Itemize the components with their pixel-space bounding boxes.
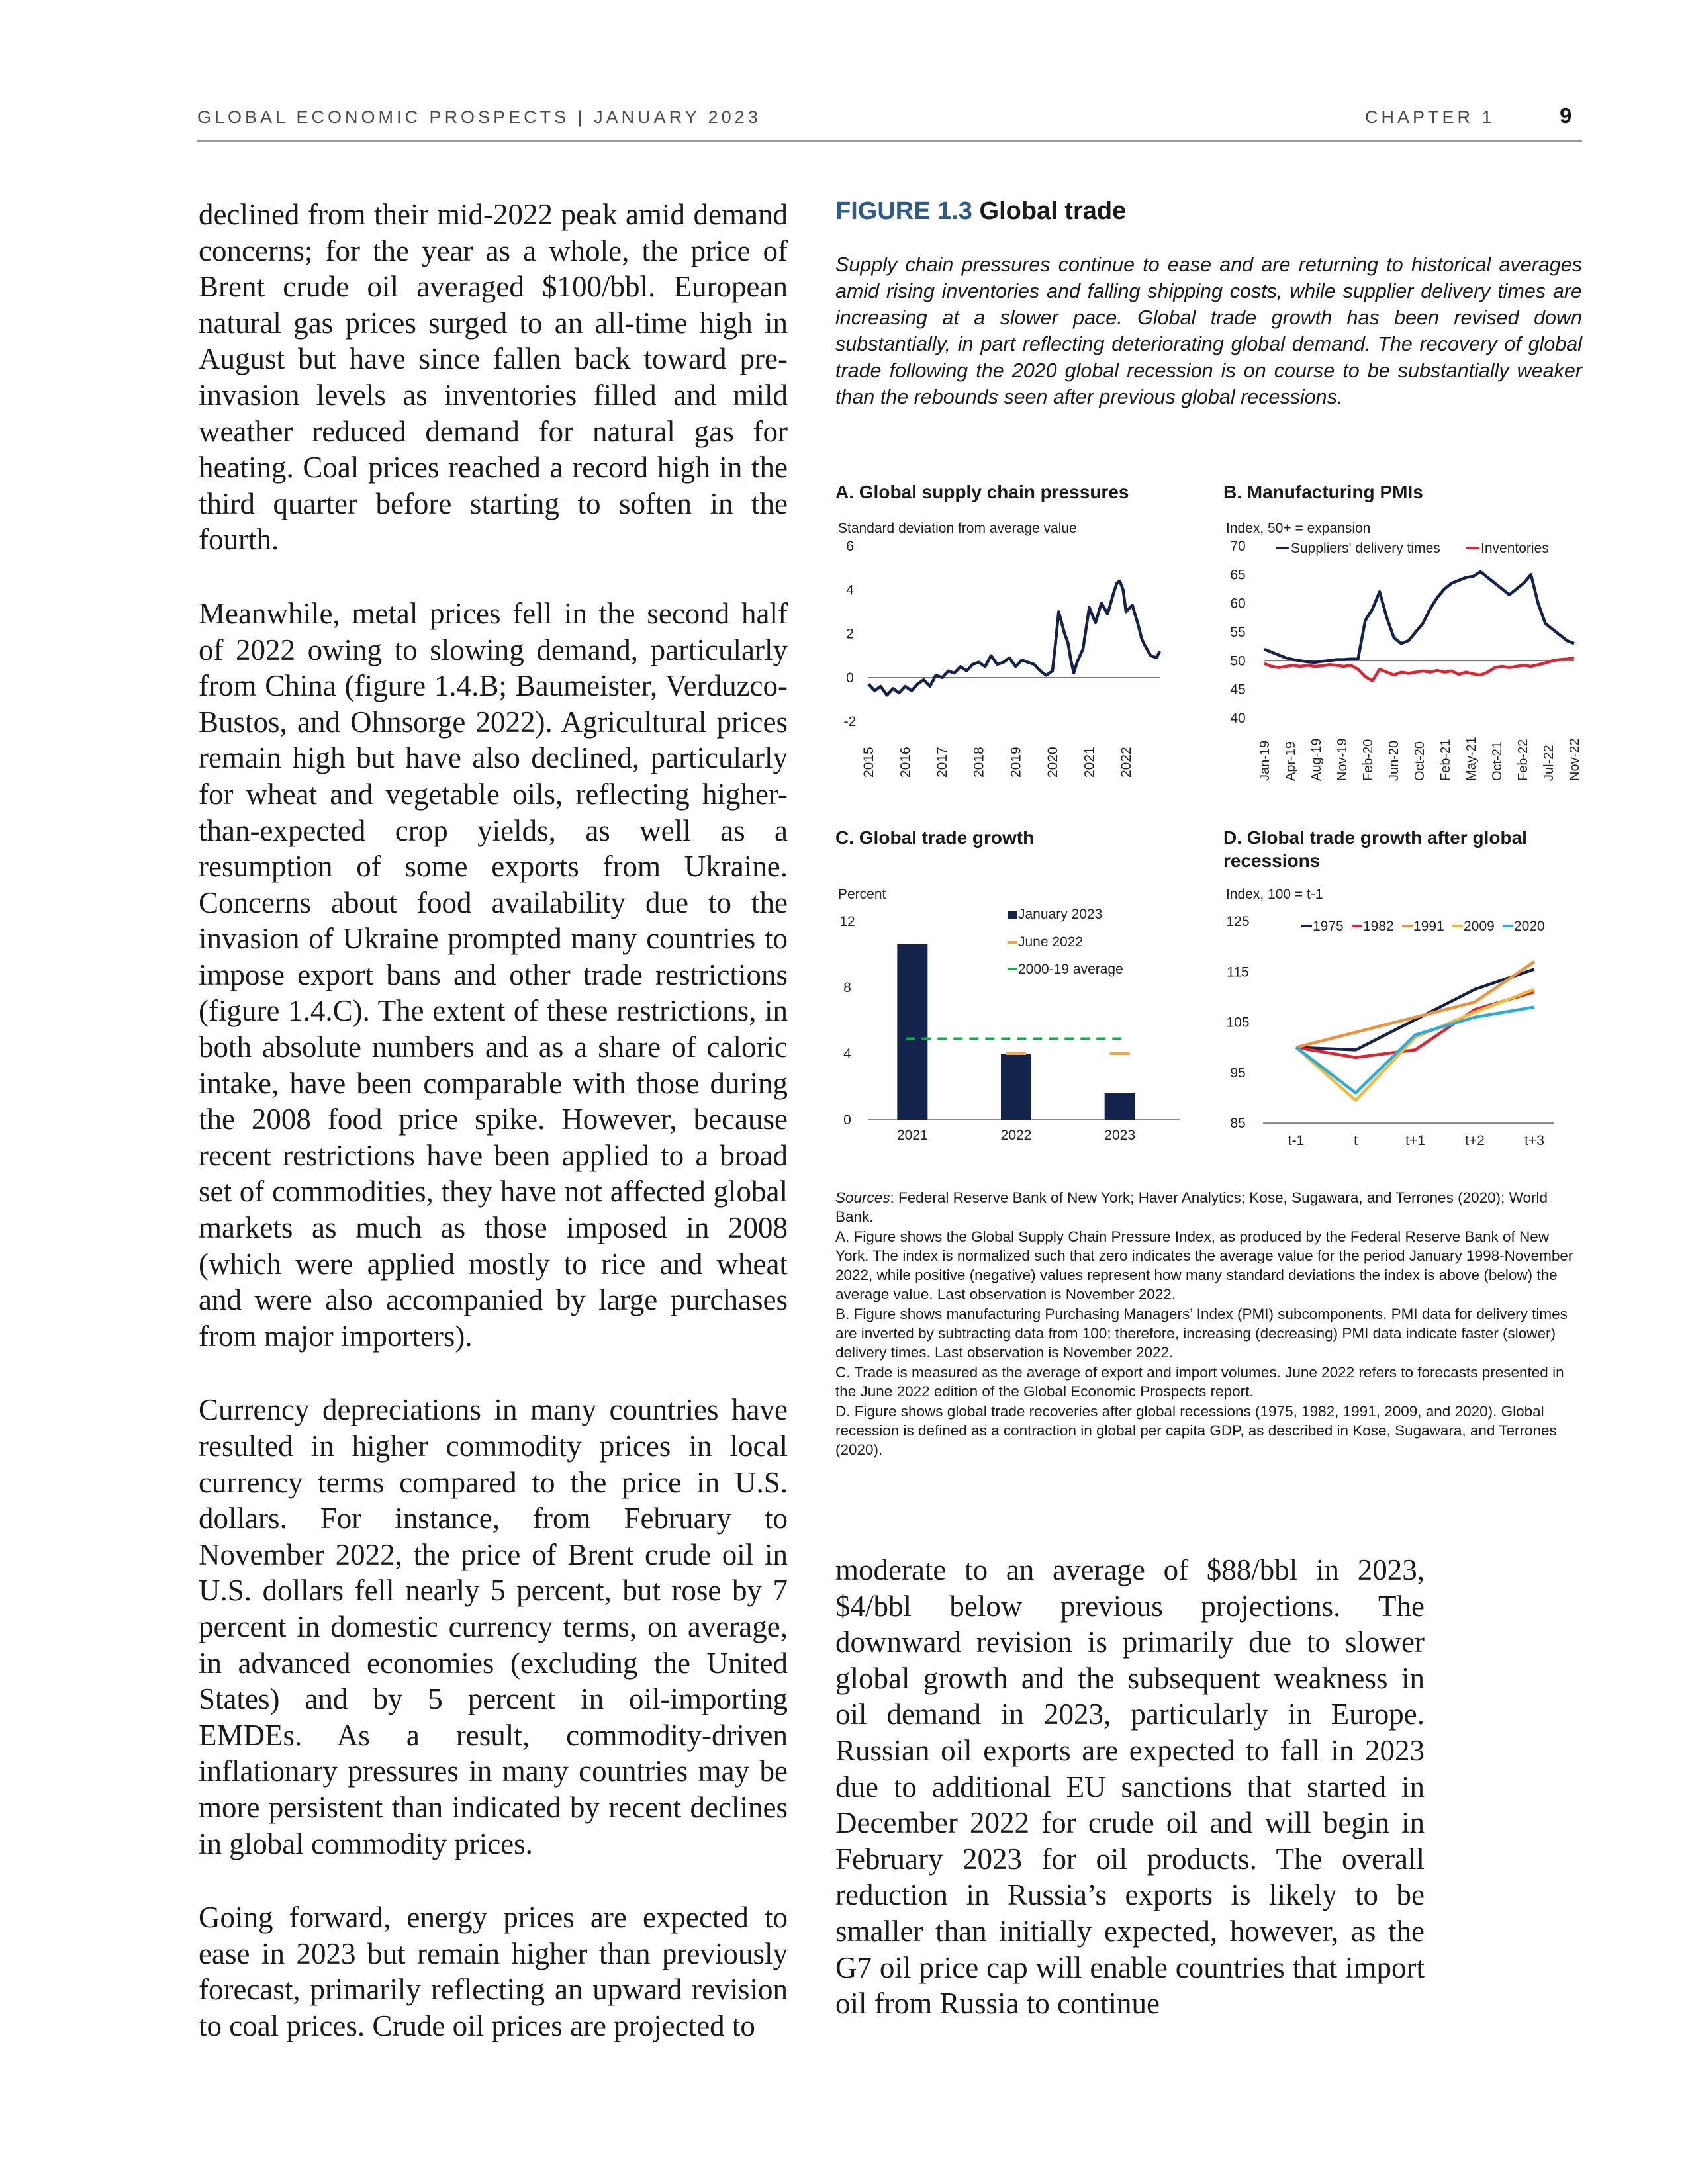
legend-label: Suppliers' delivery times	[1291, 541, 1440, 556]
x-tick-label: Jun-20	[1387, 740, 1401, 781]
legend-label: 1982	[1363, 919, 1394, 934]
y-tick-label: 85	[1230, 1116, 1246, 1131]
legend-label: 2020	[1514, 919, 1545, 934]
series-line	[1264, 572, 1574, 662]
y-tick-label: 105	[1226, 1015, 1250, 1030]
y-tick-label: 2	[846, 626, 854, 642]
bar	[897, 944, 927, 1120]
x-tick-label: t+3	[1524, 1133, 1544, 1148]
bar	[1105, 1093, 1135, 1120]
header-rule	[197, 140, 1582, 142]
y-tick-label: 6	[846, 539, 854, 554]
legend-swatch	[1008, 911, 1017, 919]
x-tick-label: 2021	[1082, 747, 1098, 778]
x-tick-label: 2022	[1000, 1128, 1032, 1143]
paragraph: moderate to an average of $88/bbl in 2023, $4/bbl below previous projections. The downward revision is primarily due to slower global growth and the subsequent weakness in oil demand in 2023, particularly in Europe. Russian oil exports are expected to fall in 2023 due to additional EU sanctions that started in December 2022 for crude oil and will begin in February 2023 for oil products. The overall reduction in Russia’s exports is likely to be smaller than initially expected, however, as the G7 oil price cap will enable countries that import oil from Russia to continue	[835, 1553, 1425, 2021]
y-axis-label: Standard deviation from average value	[838, 521, 1077, 536]
x-tick-label: Jan-19	[1258, 740, 1272, 781]
x-tick-label: 2016	[898, 747, 914, 778]
x-tick-label: Feb-22	[1516, 739, 1530, 781]
figure-number: FIGURE 1.3	[835, 197, 972, 225]
note-c: C. Trade is measured as the average of export and import volumes. June 2022 refers to forecasts presented in the June 2022 edition of the Global Economic Prospects report.	[835, 1364, 1564, 1400]
legend-label: 2000-19 average	[1018, 962, 1123, 977]
figure-name: Global trade	[979, 197, 1127, 225]
panel-d-chart	[1223, 875, 1584, 1153]
y-tick-label: 40	[1230, 711, 1246, 726]
left-column	[199, 197, 788, 2044]
y-tick-label: 8	[843, 980, 851, 995]
y-tick-label: 4	[843, 1046, 851, 1062]
y-tick-label: 0	[843, 1113, 851, 1128]
paragraph: Currency depreciations in many countries have resulted in higher commodity prices in local currency terms compared to the price in U.S. dollars. For instance, from February to November 2022, the price of Brent crude oil in U.S. dollars fell nearly 5 percent, but rose by 7 percent in domestic currency terms, on average, in advanced economies (excluding the United States) and by 5 percent in oil-importing EMDEs. As a result, commodity-driven inflationary pressures in many countries may be more persistent than indicated by recent declines in global commodity prices.	[199, 1393, 788, 1860]
figure-notes	[835, 1188, 1582, 1460]
y-tick-label: 50	[1230, 653, 1246, 669]
x-tick-label: 2023	[1104, 1128, 1136, 1143]
panel-c-chart	[835, 875, 1206, 1153]
y-tick-label: 12	[839, 914, 855, 929]
y-tick-label: 125	[1226, 914, 1250, 929]
legend-label: 1991	[1413, 919, 1444, 934]
y-axis-label: Index, 100 = t-1	[1226, 887, 1323, 902]
x-tick-label: Aug-19	[1309, 738, 1324, 781]
paragraph: Going forward, energy prices are expected to ease in 2023 but remain higher than previously forecast, primarily reflecting an upward revision to coal prices. Crude oil prices are projected to	[199, 1901, 788, 2042]
y-tick-label: 45	[1230, 682, 1246, 698]
x-tick-label: t	[1354, 1133, 1358, 1148]
x-tick-label: t-1	[1288, 1133, 1305, 1148]
y-tick-label: -2	[843, 714, 857, 729]
y-tick-label: 4	[846, 582, 854, 598]
panel-c-title: C. Global trade growth	[835, 827, 1035, 848]
legend-label: June 2022	[1018, 934, 1084, 950]
y-tick-label: 70	[1230, 539, 1246, 554]
note-a: A. Figure shows the Global Supply Chain Pressure Index, as produced by the Federal Reserve Bank of New York. The index is normalized such that zero indicates the average value for the period January 1998-November 2022, while positive (negative) values represent how many standard deviations the index is above (below) the average value. Last observation is November 2022.	[835, 1228, 1573, 1302]
x-tick-label: 2020	[1045, 747, 1060, 778]
y-tick-label: 95	[1230, 1065, 1246, 1081]
figure-subtitle: Supply chain pressures continue to ease and are returning to historical averages amid rising inventories and falling shipping costs, while supplier delivery times are increasing at a slower pace. Global trade growth has been revised down substantially, in part reflecting deteriorating global demand. The recovery of global trade following the 2020 global recession is on course to be substantially weaker than the rebounds seen after previous global recessions.	[835, 253, 1582, 408]
paragraph: declined from their mid-2022 peak amid demand concerns; for the year as a whole, the price of Brent crude oil averaged $100/bbl. European natural gas prices surged to an all-time high in August but have since fallen back toward pre-invasion levels as inventories filled and mild weather reduced demand for natural gas for heating. Coal prices reached a record high in the third quarter before starting to soften in the fourth.	[199, 198, 788, 557]
panel-a-chart	[835, 516, 1206, 794]
x-tick-label: Nov-22	[1568, 738, 1582, 781]
y-axis-label: Percent	[838, 887, 886, 902]
x-tick-label: 2018	[971, 747, 987, 778]
sources-label: Sources	[835, 1189, 890, 1206]
page-number: 9	[1560, 103, 1572, 128]
right-column	[835, 1552, 1425, 2022]
panel-d-title: D. Global trade growth after global recessions	[1223, 827, 1527, 871]
sources-note	[835, 1188, 1582, 1226]
y-tick-label: 115	[1227, 964, 1249, 980]
series-line	[1296, 989, 1534, 1101]
legend-label: 2009	[1464, 919, 1495, 934]
x-tick-label: Apr-19	[1284, 741, 1298, 781]
x-tick-label: t+2	[1465, 1133, 1485, 1148]
legend-label: Inventories	[1481, 541, 1549, 556]
x-tick-label: Oct-20	[1413, 741, 1427, 781]
y-tick-label: 0	[846, 670, 854, 686]
x-tick-label: Feb-21	[1438, 739, 1453, 781]
y-axis-label: Index, 50+ = expansion	[1226, 521, 1371, 536]
y-tick-label: 60	[1230, 596, 1246, 612]
running-header: GLOBAL ECONOMIC PROSPECTS | JANUARY 2023	[197, 107, 761, 127]
figure-title	[835, 197, 1126, 226]
note-d: D. Figure shows global trade recoveries after global recessions (1975, 1982, 1991, 2009, and 2020). Global recession is defined as a contraction in global per capita GDP, as described in Kose, Sugawara, and Terrones (2020).	[835, 1403, 1557, 1458]
sources-text: : Federal Reserve Bank of New York; Haver Analytics; Kose, Sugawara, and Terrones (2020); World Bank.	[835, 1189, 1548, 1225]
x-tick-label: Oct-21	[1490, 741, 1505, 781]
legend-label: 1975	[1313, 919, 1344, 934]
x-tick-label: 2021	[896, 1128, 928, 1143]
legend-label: January 2023	[1018, 907, 1103, 922]
y-tick-label: 55	[1230, 625, 1246, 640]
panel-b-chart	[1223, 516, 1584, 794]
note-b: B. Figure shows manufacturing Purchasing Managers’ Index (PMI) subcomponents. PMI data for delivery times are inverted by subtracting data from 100; therefore, increasing (decreasing) PMI data indicate faster (slower) delivery times. Last observation is November 2022.	[835, 1306, 1568, 1361]
x-tick-label: 2022	[1119, 747, 1135, 778]
x-tick-label: May-21	[1464, 737, 1479, 781]
x-tick-label: t+1	[1405, 1133, 1425, 1148]
panel-a-title: A. Global supply chain pressures	[835, 482, 1129, 502]
x-tick-label: Feb-20	[1361, 739, 1376, 781]
chapter-label: CHAPTER 1	[1365, 107, 1495, 127]
x-tick-label: 2019	[1008, 747, 1024, 778]
x-tick-label: 2015	[861, 747, 876, 778]
bar	[1001, 1054, 1031, 1120]
x-tick-label: Nov-19	[1335, 738, 1350, 781]
y-tick-label: 65	[1230, 567, 1246, 583]
paragraph: Meanwhile, metal prices fell in the second half of 2022 owing to slowing demand, particularly from China (figure 1.4.B; Baumeister, Verduzco-Bustos, and Ohnsorge 2022). Agricultural prices remain high but have also declined, particularly for wheat and vegetable oils, reflecting higher-than-expected crop yields, as well as a resumption of some exports from Ukraine. Concerns about food availability due to the invasion of Ukraine prompted many countries to impose export bans and other trade restrictions (figure 1.4.C). The extent of these restrictions, in both absolute numbers and as a share of caloric intake, have been comparable with those during the 2008 food price spike. However, because recent restrictions have been applied to a broad set of commodities, they have not affected global markets as much as those imposed in 2008 (which were applied mostly to rice and wheat and were also accompanied by large purchases from major importers).	[199, 596, 788, 1353]
x-tick-label: Jul-22	[1542, 745, 1556, 781]
x-tick-label: 2017	[935, 747, 951, 778]
panel-b-title: B. Manufacturing PMIs	[1223, 482, 1423, 502]
